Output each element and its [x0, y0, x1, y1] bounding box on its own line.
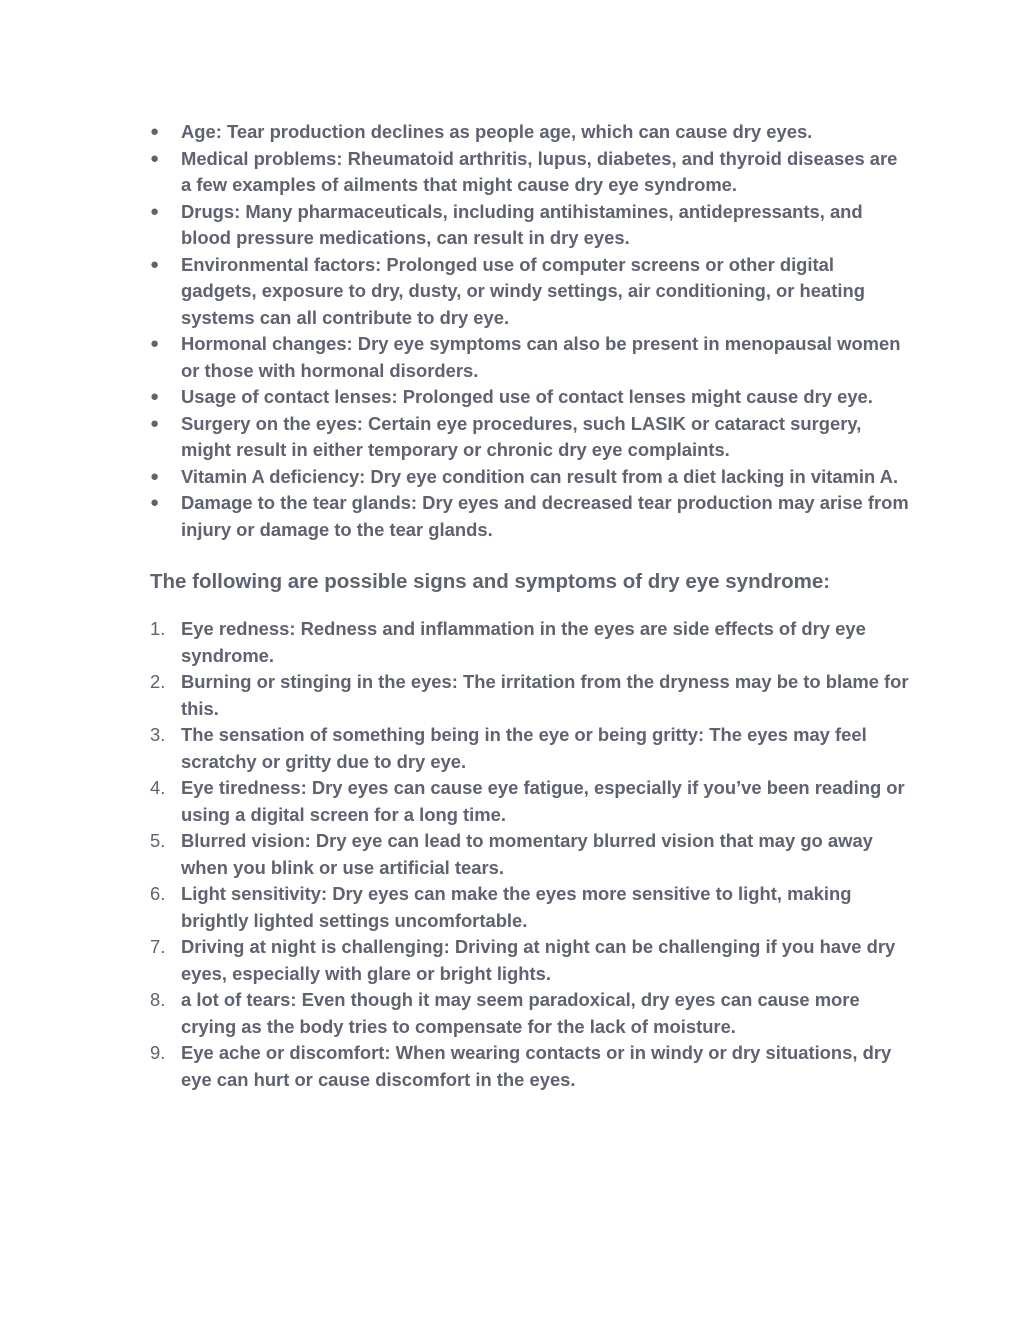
symptoms-list [150, 616, 910, 1093]
list-item [150, 722, 910, 775]
list-item [150, 934, 910, 987]
bullet-icon: ● [150, 335, 160, 352]
list-item [150, 775, 910, 828]
list-item [150, 384, 910, 411]
causes-list [150, 119, 910, 543]
bullet-icon: ● [150, 414, 160, 432]
list-item-text: Damage to the tear glands: Dry eyes and decreased tear production may arise from injury or damage to the tear glands. [181, 492, 909, 540]
list-number: 3. [150, 724, 166, 745]
list-number: 8. [150, 989, 166, 1010]
bullet-icon: ● [150, 123, 160, 140]
list-item-text: Age: Tear production declines as people age, which can cause dry eyes. [181, 121, 813, 142]
list-item [150, 199, 910, 252]
list-item [150, 252, 910, 332]
list-number: 5. [150, 830, 166, 851]
list-item-text: Hormonal changes: Dry eye symptoms can also be present in menopausal women or those with hormonal disorders. [181, 333, 901, 381]
list-item [150, 464, 910, 491]
list-item [150, 1040, 910, 1093]
list-item-text: Vitamin A deficiency: Dry eye condition can result from a diet lacking in vitamin A. [181, 465, 899, 487]
bullet-icon: ● [150, 388, 160, 405]
list-item [150, 490, 910, 543]
list-item-text: Eye redness: Redness and inflammation in the eyes are side effects of dry eye syndrome. [181, 618, 866, 666]
list-item-text: Surgery on the eyes: Certain eye procedures, such LASIK or cataract surgery, might result in either temporary or chronic dry eye complaints. [181, 412, 862, 460]
list-item-text: Drugs: Many pharmaceuticals, including antihistamines, antidepressants, and blood pressure medications, can result in dry eyes. [181, 200, 863, 248]
bullet-icon: ● [150, 494, 160, 511]
list-number: 6. [150, 883, 166, 904]
list-item-text: Driving at night is challenging: Driving at night can be challenging if you have dry eyes, especially with glare or bright lights. [181, 936, 896, 984]
list-number: 9. [150, 1042, 166, 1063]
list-item [150, 987, 910, 1040]
list-item [150, 411, 910, 464]
section-heading: The following are possible signs and symptoms of dry eye syndrome: [150, 570, 831, 593]
list-item-text: Usage of contact lenses: Prolonged use of contact lenses might cause dry eye. [181, 386, 873, 407]
bullet-icon: ● [150, 467, 160, 485]
list-item-text: Light sensitivity: Dry eyes can make the eyes more sensitive to light, making brightly lighted settings uncomfortable. [181, 883, 852, 931]
document-page [150, 119, 910, 1093]
list-number: 7. [150, 936, 166, 957]
bullet-icon: ● [150, 255, 160, 273]
list-item [150, 119, 910, 146]
list-number: 2. [150, 671, 166, 692]
list-number: 1. [150, 618, 166, 639]
list-item-text: Blurred vision: Dry eye can lead to momentary blurred vision that may go away when you blink or use artificial tears. [181, 830, 873, 878]
list-item [150, 881, 910, 934]
bullet-icon: ● [150, 149, 160, 167]
list-item-text: Medical problems: Rheumatoid arthritis, lupus, diabetes, and thyroid diseases are a few examples of ailments that might cause dry eye syndrome. [181, 147, 898, 195]
list-item-text: The sensation of something being in the eye or being gritty: The eyes may feel scratchy or gritty due to dry eye. [181, 724, 867, 772]
list-item-text: a lot of tears: Even though it may seem paradoxical, dry eyes can cause more crying as the body tries to compensate for the lack of moisture. [181, 989, 860, 1037]
list-number: 4. [150, 777, 166, 798]
list-item [150, 331, 910, 384]
bullet-icon: ● [150, 202, 160, 220]
list-item-text: Environmental factors: Prolonged use of computer screens or other digital gadgets, exposure to dry, dusty, or windy settings, air conditioning, or heating systems can all contribute to dry eye. [181, 253, 865, 328]
list-item-text: Eye ache or discomfort: When wearing contacts or in windy or dry situations, dry eye can hurt or cause discomfort in the eyes. [181, 1042, 892, 1090]
list-item [150, 616, 910, 669]
list-item [150, 669, 910, 722]
list-item-text: Burning or stinging in the eyes: The irritation from the dryness may be to blame for this. [181, 671, 909, 719]
list-item-text: Eye tiredness: Dry eyes can cause eye fatigue, especially if you’ve been reading or using a digital screen for a long time. [181, 777, 905, 825]
list-item [150, 146, 910, 199]
list-item [150, 828, 910, 881]
